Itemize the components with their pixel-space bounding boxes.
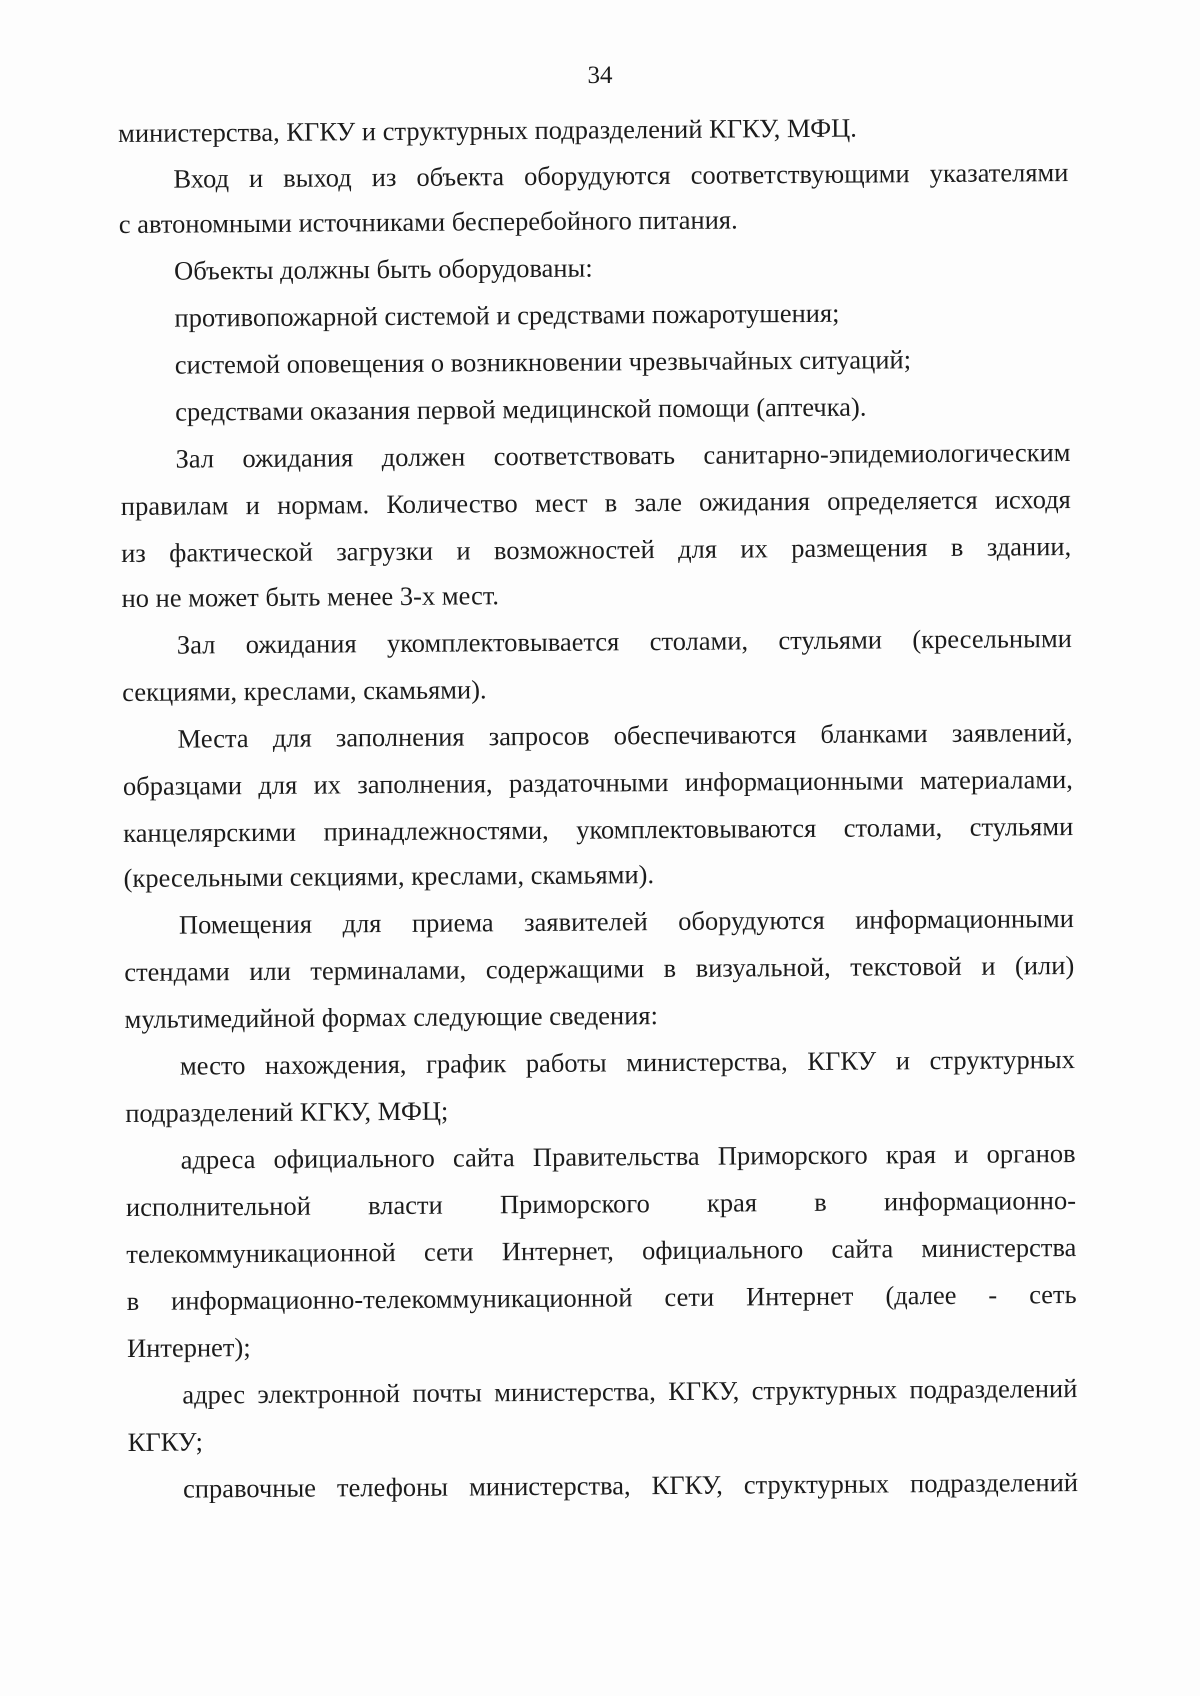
text-line: Зал ожидания должен соответствовать санитарно-эпидемиологическим — [175, 437, 1071, 474]
text-line: адрес электронной почты министерства, КГКУ, структурных подразделений — [182, 1373, 1078, 1410]
text-line: из фактической загрузки и возможностей для их размещения в здании, — [121, 531, 1072, 568]
text-line: образцами для их заполнения, раздаточными информационными материалами, — [122, 764, 1073, 801]
text-line: Вход и выход из объекта оборудуются соответствующими указателями — [173, 157, 1069, 194]
text-line: подразделений КГКУ, МФЦ; — [125, 1095, 449, 1128]
text-line: Интернет); — [126, 1332, 251, 1363]
text-line: исполнительной власти Приморского края в информационно- — [125, 1185, 1077, 1222]
text-line: канцелярскими принадлежностями, укомплектовываются столами, стульями — [123, 811, 1074, 848]
text-line: Объекты должны быть оборудованы: — [174, 252, 593, 286]
text-line: с автономными источниками бесперебойного питания. — [118, 204, 738, 239]
text-line: министерства, КГКУ и структурных подразделений КГКУ, МФЦ. — [118, 112, 857, 148]
text-line: (кресельными секциями, креслами, скамьями). — [123, 859, 655, 893]
text-line: телекоммуникационной сети Интернет, официального сайта министерства — [126, 1232, 1077, 1269]
text-line: в информационно-телекоммуникационной сети Интернет (далее - сеть — [126, 1279, 1077, 1316]
body-text — [118, 111, 1078, 1504]
text-line: правилам и нормам. Количество мест в зале ожидания определяется исходя — [120, 484, 1071, 521]
text-line: стендами или терминалами, содержащими в визуальной, текстовой и (или) — [124, 950, 1075, 987]
page-number: 34 — [587, 62, 613, 89]
text-line: место нахождения, график работы министерства, КГКУ и структурных — [179, 1044, 1076, 1081]
text-line: справочные телефоны министерства, КГКУ, структурных подразделений — [182, 1466, 1079, 1504]
text-line: КГКУ; — [127, 1426, 204, 1457]
text-line: системой оповещения о возникновении чрезвычайных ситуаций; — [174, 344, 912, 380]
text-line: адреса официального сайта Правительства Приморского края и органов — [180, 1138, 1076, 1175]
text-line: Места для заполнения запросов обеспечиваются бланками заявлений, — [177, 717, 1073, 754]
text-line: противопожарной системой и средствами пожаротушения; — [174, 297, 840, 333]
text-line: Помещения для приема заявителей оборудуются информационными — [178, 903, 1074, 940]
text-line: средствами оказания первой медицинской помощи (аптечка). — [175, 391, 867, 427]
text-line: но не может быть менее 3-х мест. — [121, 580, 500, 613]
text-line: мультимедийной формах следующие сведения: — [124, 1000, 658, 1034]
text-line: секциями, креслами, скамьями). — [122, 674, 487, 707]
text-line: Зал ожидания укомплектовывается столами, стульями (кресельными — [176, 623, 1072, 660]
